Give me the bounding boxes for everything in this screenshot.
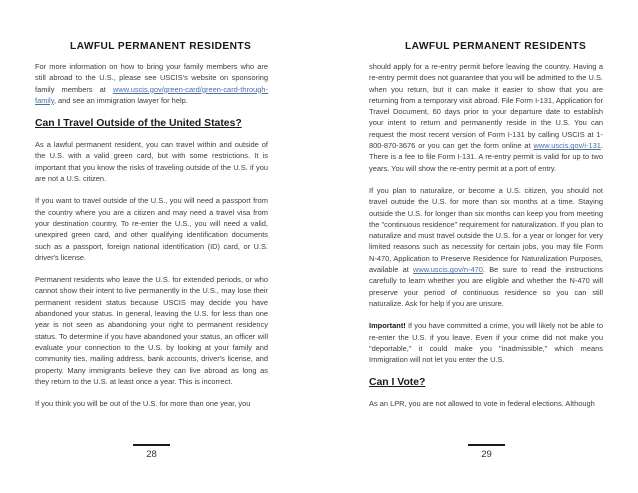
page-number: 29 xyxy=(481,449,492,460)
text-column xyxy=(369,61,603,410)
running-head: LAWFUL PERMANENT RESIDENTS xyxy=(70,41,252,52)
paragraph: As a lawful permanent resident, you can travel within and outside of the U.S. with a valid green card, but with some restrictions. It is important that you know the risks of traveling outside of the U.S. if you are not a U.S. citizen. xyxy=(35,140,268,184)
paragraph-text: should apply for a re-entry permit before leaving the country. Having a re-entry permit does not guarantee that you will be admitted to the U.S. when you return, but it can make it easier to show that you are returning from a temporary visit abroad. File Form I-131, Application for Travel Document, 60 days prior to your departure date to establish your intent to return and permanently reside in the U.S. You can request the most recent version of Form I-131 by calling USCIS at 1-800-870-3676 or you can get the form online at xyxy=(369,62,603,151)
paragraph: If you want to travel outside of the U.S., you will need a passport from the country where you are a citizen and may need a travel visa from your destination country. To re-enter the U.S., you will need a valid, unexpired green card, and other qualifying identification documents such as a passport, foreign national identification (ID) card, or U.S. driver's license. xyxy=(35,196,268,262)
paragraph-text: If you plan to naturalize, or become a U.S. citizen, you should not travel outside the U.S. for more than six months at a time. Staying outside the U.S. for longer than six months can keep you from meeting the "continuous residence" requirement for naturalization. If you plan to naturalize and must travel outside the U.S. for a year or longer for very limited reasons such as necessity for certain jobs, you may file Form N-470, Application to Preserve Residence for Naturalization Purposes, available at xyxy=(369,185,603,275)
paragraph: As an LPR, you are not allowed to vote in federal elections. Although xyxy=(369,399,595,409)
green-card-family-link[interactable]: www.uscis.gov/green-card/green-card-through-family xyxy=(35,84,268,105)
paragraph-text: . There is a fee to file Form I-131. A re-entry permit is valid for up to two years. You will show the re-entry permit at a port of entry. xyxy=(369,141,603,173)
running-head: LAWFUL PERMANENT RESIDENTS xyxy=(405,41,587,52)
paragraph xyxy=(369,61,603,174)
page-number-rule xyxy=(468,444,505,446)
paragraph-text: , and see an immigration lawyer for help. xyxy=(53,95,188,105)
paragraph: Permanent residents who leave the U.S. for extended periods, or who cannot show their intent to live permanently in the U.S., may lose their permanent resident status because USCIS may decide you have abandoned your status. In general, leaving the U.S. for less than one year is not seen as abandoning your right to permanent residency status. To determine if you have abandoned your status, an officer will evaluate your connection to the U.S. by looking at your family and community ties, mailing address, bank accounts, driver's license, and property. Many immigrants believe they can live abroad as long as they return to the U.S. at least once a year. This is incorrect. xyxy=(35,275,268,386)
paragraph: If you think you will be out of the U.S. for more than one year, you xyxy=(35,399,251,409)
page-number-rule xyxy=(133,444,170,446)
text-column xyxy=(35,61,268,409)
section-heading-vote: Can I Vote? xyxy=(369,377,426,389)
paragraph xyxy=(369,185,603,309)
important-paragraph xyxy=(369,320,603,365)
paragraph-text: For more information on how to bring your family members who are still abroad to the U.S., please see USCIS's website on sponsoring family members at xyxy=(35,62,268,94)
n-470-link[interactable]: www.uscis.gov/n-470 xyxy=(413,265,483,275)
page-29 xyxy=(319,0,638,493)
page-number: 28 xyxy=(146,449,157,460)
section-heading-travel: Can I Travel Outside of the United States? xyxy=(35,118,242,130)
intro-paragraph xyxy=(35,61,268,106)
paragraph-text: If you have committed a crime, you will likely not be able to re-enter the U.S. if you leave. Even if your crime did not make you "deportable," it could make you "inadmissible," which means Immigration will not let you enter the U.S. xyxy=(369,321,603,365)
i-131-link[interactable]: www.uscis.gov/i-131 xyxy=(533,141,601,151)
paragraph-text: . Be sure to read the instructions carefully to learn whether you are eligible and whether the N-470 will preserve your period of continuous residence so you can still naturalize. Ask for help if you are unsure. xyxy=(369,265,603,308)
important-label: Important! xyxy=(369,321,406,331)
